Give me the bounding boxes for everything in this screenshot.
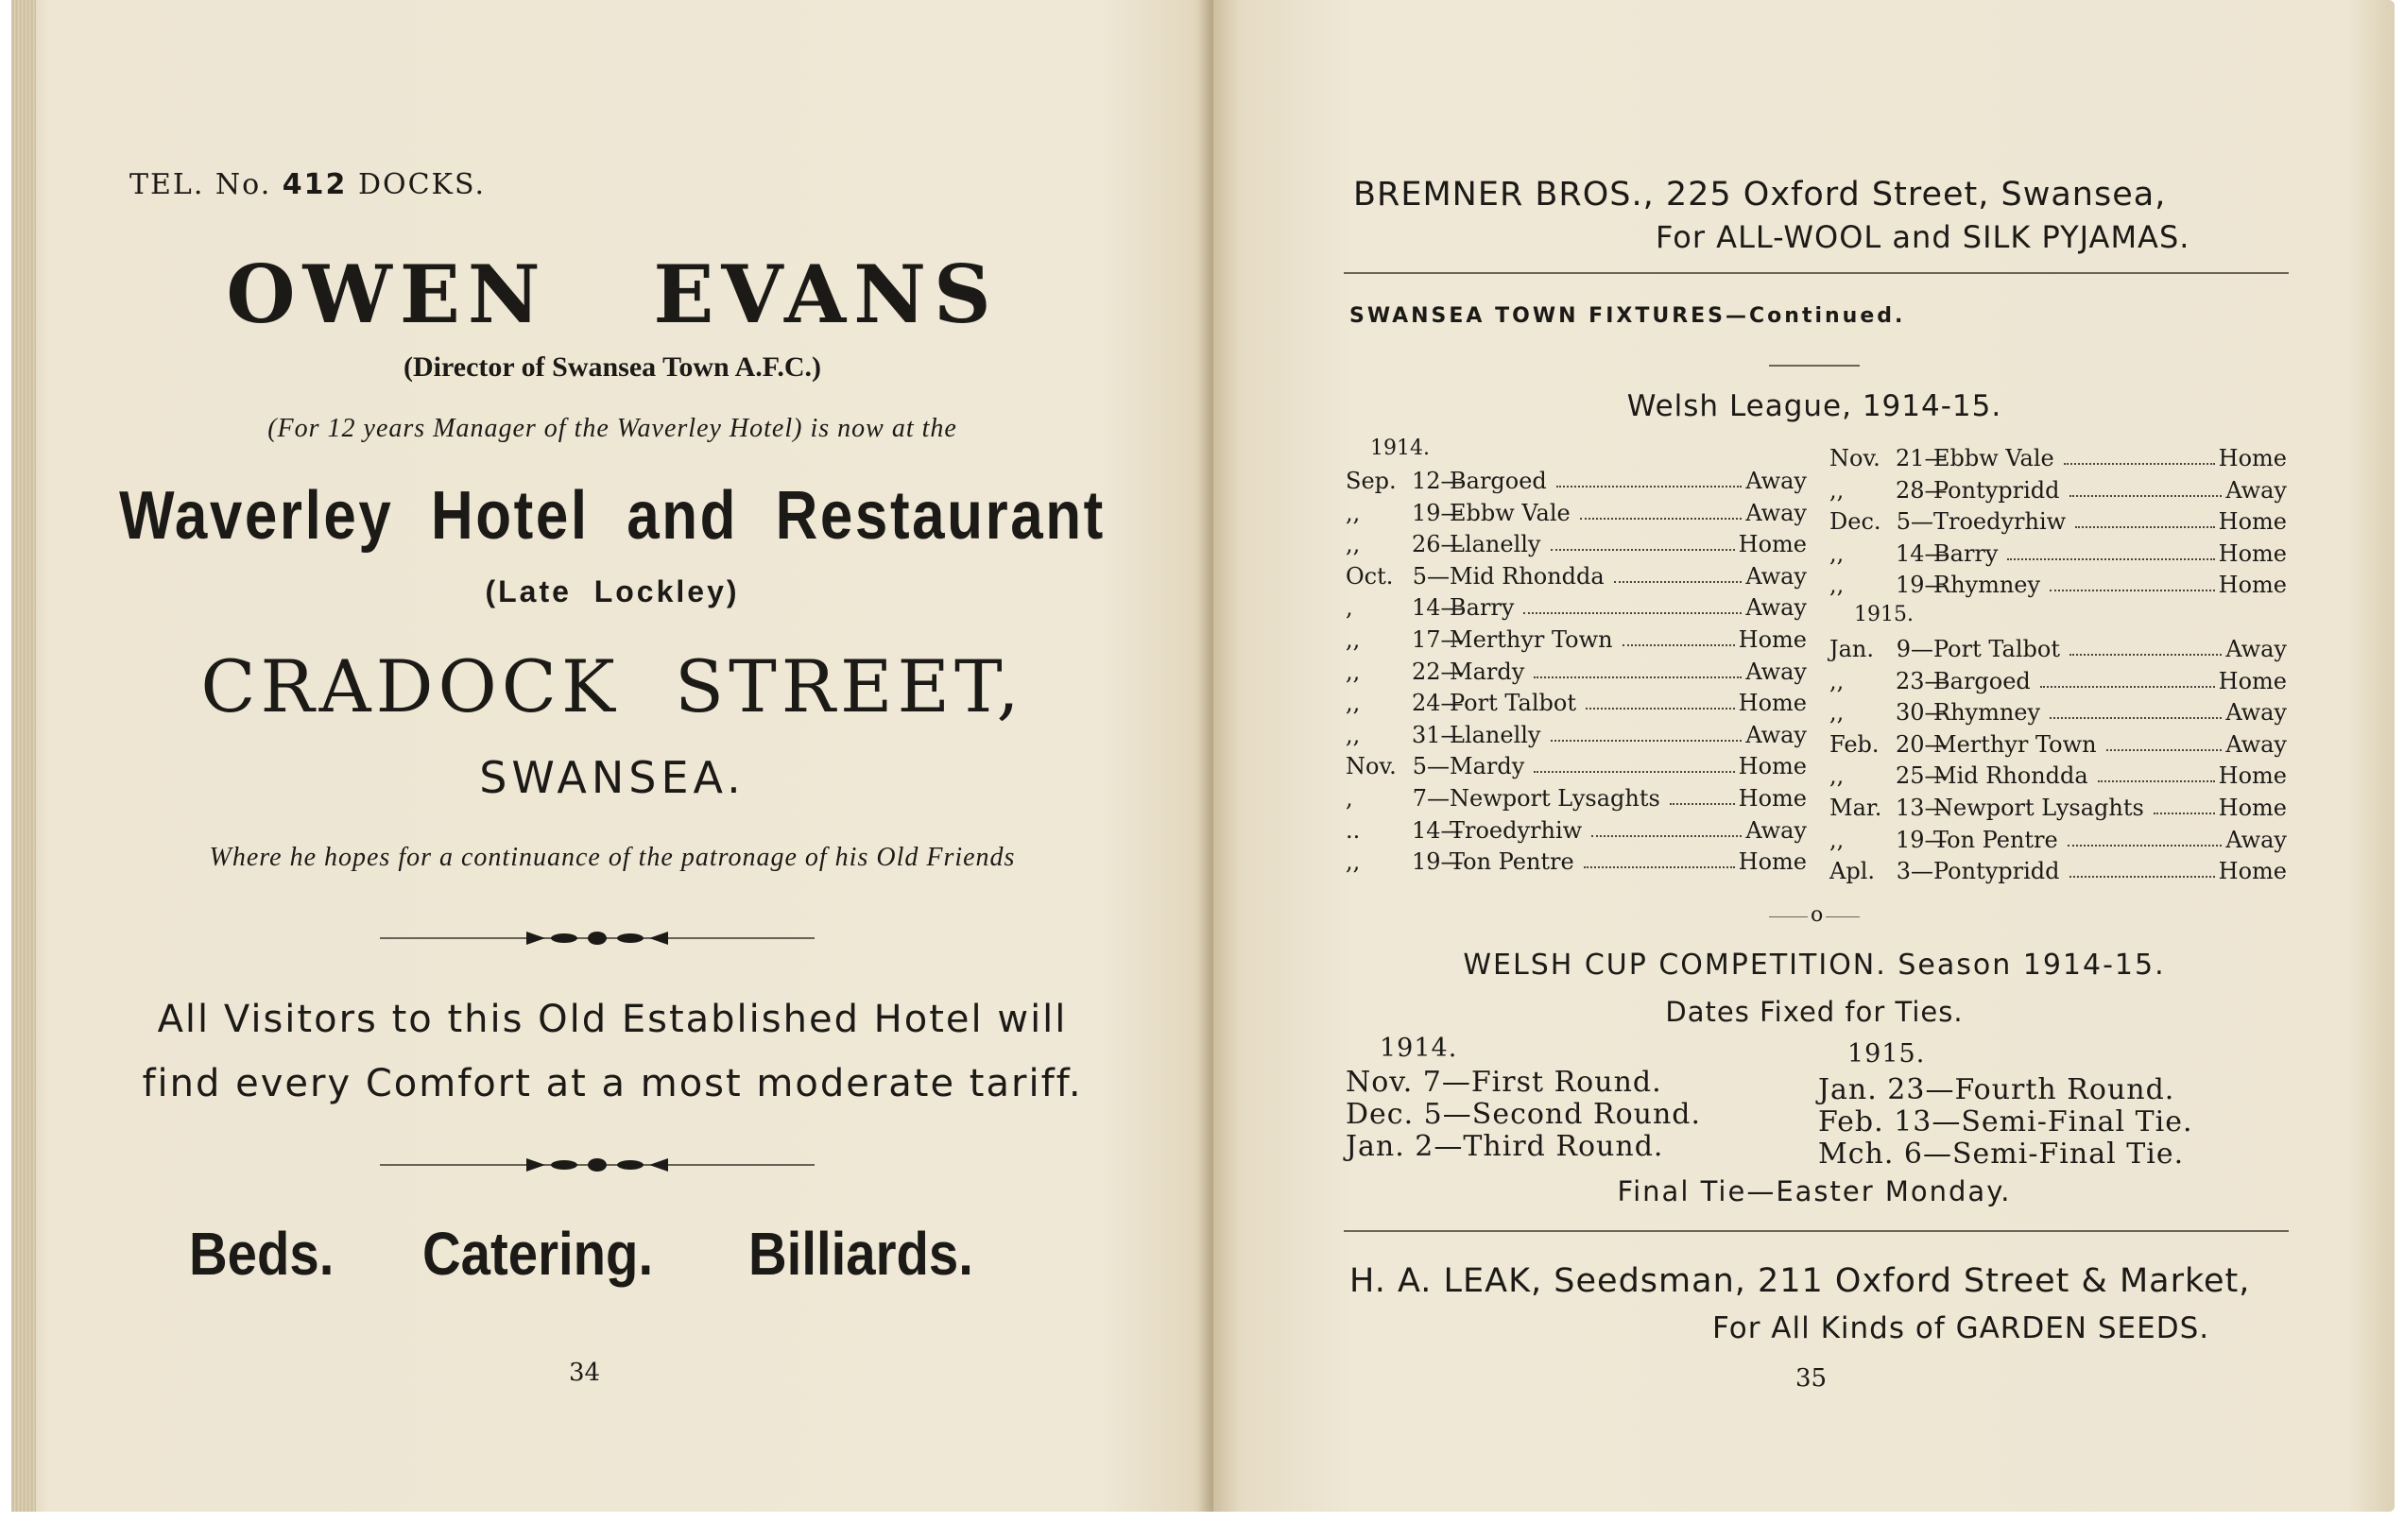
fixture-venue: Away [1745,721,1807,748]
bremner-ad-line-2: For ALL-WOOL and SILK PYJAMAS. [1656,219,2190,255]
fixture-row [1829,696,2287,728]
leak-ad-line-1: H. A. LEAK, Seedsman, 211 Oxford Street & Market, [1349,1262,2251,1300]
fixture-day: 19— [1412,848,1464,876]
fixture-day: 14— [1896,539,1948,567]
hotel-name: Waverley Hotel and Restaurant [119,478,1106,554]
town-name: SWANSEA. [479,752,746,803]
visitors-line-2: find every Comfort at a most moderate tariff. [142,1062,1083,1105]
fixture-venue: Home [2218,445,2287,471]
fixture-opponent: Ebbw Vale [1450,499,1571,526]
fixture-row [1829,538,2287,570]
fixture-day: 26— [1412,531,1464,558]
header-rule [1344,272,2289,274]
welsh-cup-title: WELSH CUP COMPETITION. Season 1914-15. [1463,949,2166,982]
fixture-day: 5— [1896,508,1933,536]
fixture-day: 13— [1896,795,1948,821]
fixture-month: ,, [1346,531,1361,558]
fixtures-heading: SWANSEA TOWN FIXTURES—Continued. [1349,304,1906,328]
fixture-month: Apl. [1829,858,1875,885]
fixture-opponent: Mardy [1450,753,1525,780]
year-1915-label: 1915. [1854,603,1914,626]
fixture-opponent: Pontypridd [1933,476,2060,504]
fixture-opponent: Merthyr Town [1933,730,2097,758]
fixture-row [1346,687,1807,719]
visitors-line-1: All Visitors to this Old Established Hotel will [157,998,1068,1041]
cup-year-1914: 1914. [1380,1034,1458,1063]
fixture-row [1829,569,2287,601]
fixture-row [1829,633,2287,665]
fixture-day: 22— [1412,658,1464,685]
fixture-row [1346,814,1807,847]
fixture-opponent: Troedyrhiw [1450,816,1583,844]
fixture-row [1829,792,2287,824]
fixture-month: ,, [1829,826,1845,853]
fixture-month: ,, [1829,762,1845,790]
fixture-day: 24— [1412,690,1464,717]
fixture-month: Mar. [1829,795,1882,821]
fixture-venue: Home [2218,508,2287,536]
fixture-day: 19— [1412,499,1464,526]
year-1914-label: 1914. [1370,436,1430,460]
dot-leader [2050,696,2222,719]
fixture-venue: Away [1745,468,1807,494]
fixture-opponent: Pontypridd [1933,858,2060,885]
fixture-venue: Home [1738,785,1807,812]
fixture-opponent: Barry [1933,539,1999,567]
fixture-row [1346,528,1807,560]
dot-leader [2106,728,2222,751]
dot-leader [1623,624,1735,646]
dot-leader [1523,591,1742,614]
dot-leader [2064,442,2215,465]
fixture-row [1829,824,2287,856]
league-title: Welsh League, 1914-15. [1626,389,2002,423]
telephone-line [129,168,486,201]
footer-rule [1344,1230,2289,1232]
fixture-venue: Home [2218,858,2287,885]
fixture-venue: Home [2218,539,2287,567]
fixture-row [1829,760,2287,792]
left-page [11,0,1213,1512]
fixture-row [1829,728,2287,761]
fixture-month: ,, [1346,658,1361,685]
fixture-day: 7— [1412,785,1450,812]
dot-leader [2068,824,2222,847]
dot-leader [2007,538,2215,560]
service-billiards: Billiards. [748,1220,973,1288]
fixture-month: ,, [1346,721,1361,748]
fixture-month: Oct. [1346,562,1394,590]
short-rule [1769,365,1860,367]
leak-ad-line-2: For All Kinds of GARDEN SEEDS. [1712,1311,2210,1345]
fixture-day: 5— [1412,753,1450,780]
fixture-day: 28— [1896,476,1948,504]
cup-round-1: Nov. 7—First Round. [1346,1066,1662,1099]
fixture-venue: Home [1738,848,1807,876]
fixture-opponent: Ton Pentre [1450,848,1574,876]
dot-leader [1614,560,1742,583]
service-catering: Catering. [422,1220,654,1288]
fixture-month: ,, [1346,626,1361,653]
fixture-venue: Away [1745,658,1807,685]
proprietor-name: OWEN EVANS [226,248,999,341]
director-line: (Director of Swansea Town A.F.C.) [404,351,821,383]
fixture-month: Jan. [1829,636,1875,662]
dot-leader [2098,760,2215,782]
dot-leader [1556,465,1742,488]
fixture-row [1829,474,2287,506]
dot-leader [2069,855,2215,878]
fixture-opponent: Ton Pentre [1933,826,2058,853]
dot-leader [1586,687,1735,710]
fixture-month: , [1346,785,1353,812]
dot-leader [1534,656,1742,678]
ornament-divider-icon [380,1151,815,1179]
fixture-opponent: Bargoed [1933,667,2031,694]
fixture-venue: Home [2218,762,2287,790]
fixture-row [1829,442,2287,474]
fixture-day: 5— [1412,562,1450,590]
fixture-month: , [1346,594,1353,622]
fixture-opponent: Rhymney [1933,572,2041,599]
cup-round-semi-2: Mch. 6—Semi-Final Tie. [1818,1138,2185,1171]
fixture-venue: Away [2225,730,2287,758]
fixture-opponent: Llanelly [1450,531,1541,558]
fixture-month: ,, [1829,699,1845,727]
fixture-venue: Away [1745,499,1807,526]
dot-leader [1580,497,1742,520]
dot-leader [1591,814,1742,837]
fixture-venue: Away [1745,816,1807,844]
fixture-venue: Home [2218,795,2287,821]
fixture-venue: Away [1745,594,1807,622]
manager-line: (For 12 years Manager of the Waverley Hotel) is now at the [267,414,957,443]
fixture-venue: Home [1738,531,1807,558]
street-name: CRADOCK STREET, [200,644,1024,728]
fixture-row [1346,656,1807,688]
fixture-row [1346,497,1807,529]
fixture-venue: Home [1738,690,1807,717]
fixture-day: 30— [1896,699,1948,727]
fixture-day: 23— [1896,667,1948,694]
patronage-line: Where he hopes for a continuance of the patronage of his Old Friends [209,843,1016,872]
fixture-venue: Home [2218,667,2287,694]
fixture-month: ,, [1346,499,1361,526]
tel-number: 412 [282,168,348,201]
tel-suffix: DOCKS. [357,168,486,201]
fixture-day: 14— [1412,816,1464,844]
fixture-opponent: Newport Lysaghts [1450,785,1660,812]
fixture-row [1829,505,2287,538]
service-beds: Beds. [189,1220,335,1288]
fixture-month: Sep. [1346,468,1397,494]
dot-leader [1551,528,1735,551]
fixture-venue: Away [1745,562,1807,590]
fixture-row [1346,591,1807,624]
fixture-day: 14— [1412,594,1464,622]
fixture-day: 3— [1896,858,1933,885]
fixture-day: 17— [1412,626,1464,653]
fixture-day: 12— [1412,468,1464,494]
dot-leader [2154,792,2215,814]
cup-round-4: Jan. 23—Fourth Round. [1818,1073,2175,1106]
fixture-opponent: Merthyr Town [1450,626,1613,653]
dot-leader [2050,569,2215,591]
fixture-row [1346,750,1807,782]
fixture-venue: Away [2225,476,2287,504]
dot-leader [1551,719,1742,742]
ornament-divider-icon [380,924,815,952]
fixture-venue: Home [2218,572,2287,599]
dot-leader [2040,665,2215,688]
cup-year-1915: 1915. [1847,1039,1926,1069]
fixture-opponent: Mid Rhondda [1933,762,2088,790]
dot-leader [1670,782,1735,805]
fixture-row [1829,855,2287,887]
bremner-ad-line-1: BREMNER BROS., 225 Oxford Street, Swansea, [1353,176,2167,214]
fixture-opponent: Newport Lysaghts [1933,795,2144,821]
fixture-month: ,, [1829,539,1845,567]
tel-prefix: TEL. No. [129,168,272,201]
cup-dates-heading: Dates Fixed for Ties. [1665,996,1964,1028]
fixture-venue: Away [2225,826,2287,853]
fixture-venue: Home [1738,626,1807,653]
fixture-opponent: Port Talbot [1933,636,2060,662]
fixture-day: 19— [1896,572,1948,599]
fixture-day: 21— [1896,445,1948,471]
fixture-venue: Away [2225,699,2287,727]
dot-leader [2069,633,2222,656]
fixture-opponent: Mardy [1450,658,1525,685]
fixture-opponent: Mid Rhondda [1450,562,1605,590]
cup-round-2: Dec. 5—Second Round. [1346,1098,1702,1131]
fixture-row [1829,665,2287,697]
fixture-month: ,, [1829,667,1845,694]
page-number-left: 34 [569,1359,601,1387]
fixture-opponent: Bargoed [1450,468,1547,494]
fixture-row [1346,465,1807,497]
fixture-opponent: Troedyrhiw [1933,508,2067,536]
fixture-opponent: Barry [1450,594,1515,622]
fixture-venue: Home [1738,753,1807,780]
dot-leader [2069,474,2222,497]
fixture-month: ,, [1346,690,1361,717]
fixture-month: ,, [1346,848,1361,876]
fixture-row [1346,782,1807,814]
fixture-venue: Away [2225,636,2287,662]
fixture-month: Nov. [1829,445,1880,471]
fixture-opponent: Rhymney [1933,699,2041,727]
fixture-row [1346,560,1807,592]
cup-round-3: Jan. 2—Third Round. [1346,1130,1664,1163]
fixture-month: ,, [1829,476,1845,504]
fixture-row [1346,719,1807,751]
fixture-opponent: Llanelly [1450,721,1541,748]
fixture-opponent: Port Talbot [1450,690,1576,717]
page-number-right: 35 [1795,1364,1828,1393]
fixture-row [1346,846,1807,878]
fixture-row [1346,624,1807,656]
fixture-month: .. [1346,816,1361,844]
final-tie-line: Final Tie—Easter Monday. [1617,1175,2012,1207]
fixture-month: ,, [1829,572,1845,599]
fixture-day: 19— [1896,826,1948,853]
dot-leader [1534,750,1735,773]
separator-mark: o [1808,903,1826,927]
late-lockley-line: (Late Lockley) [485,574,740,608]
fixture-month: Dec. [1829,508,1881,536]
fixture-month: Nov. [1346,753,1397,780]
dot-leader [1584,846,1735,868]
fixture-day: 9— [1896,636,1933,662]
cup-round-semi-1: Feb. 13—Semi-Final Tie. [1818,1105,2193,1138]
fixture-day: 20— [1896,730,1948,758]
fixture-month: Feb. [1829,730,1880,758]
fixture-day: 25— [1896,762,1948,790]
dot-leader [2075,505,2215,528]
fixture-day: 31— [1412,721,1464,748]
fixture-opponent: Ebbw Vale [1933,445,2054,471]
